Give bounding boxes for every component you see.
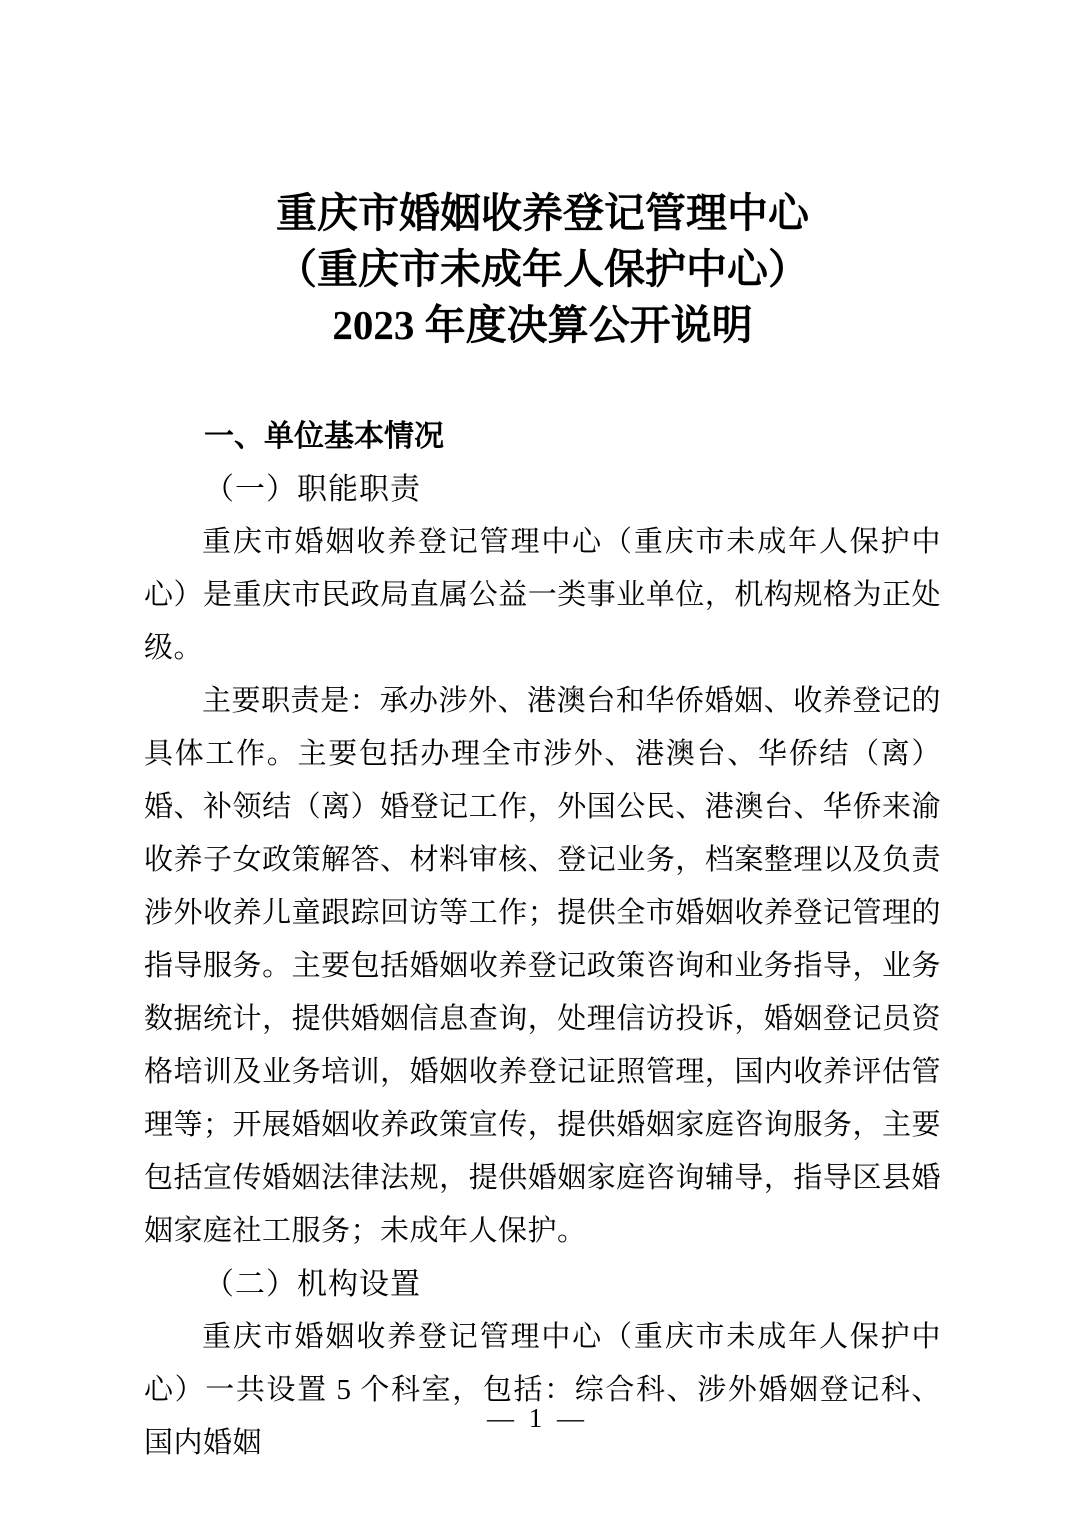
paragraph-unit-overview: 重庆市婚姻收养登记管理中心（重庆市未成年人保护中心）是重庆市民政局直属公益一类事业单位，机构规格为正处级。 xyxy=(144,526,941,664)
paragraph-org-structure: 重庆市婚姻收养登记管理中心（重庆市未成年人保护中心）一共设置 5 个科室，包括：综合科、涉外婚姻登记科、国内婚姻 xyxy=(144,1321,941,1459)
subsection-heading-org-structure: （二）机构设置 xyxy=(204,1268,421,1301)
subsection-heading-duties: （一）职能职责 xyxy=(204,473,421,506)
document-content xyxy=(144,0,941,1470)
document-title xyxy=(144,185,941,353)
title-line-1: 重庆市婚姻收养登记管理中心 xyxy=(276,190,809,236)
title-line-3: 2023 年度决算公开说明 xyxy=(332,302,753,348)
title-line-2: （重庆市未成年人保护中心） xyxy=(276,246,809,292)
section-heading-basic-info: 一、单位基本情况 xyxy=(204,420,444,453)
page-number: — 1 — xyxy=(487,1403,588,1433)
paragraph-main-duties: 主要职责是：承办涉外、港澳台和华侨婚姻、收养登记的具体工作。主要包括办理全市涉外、港澳台、华侨结（离）婚、补领结（离）婚登记工作，外国公民、港澳台、华侨来渝收养子女政策解答、材料审核、登记业务，档案整理以及负责涉外收养儿童跟踪回访等工作；提供全市婚姻收养登记管理的指导服务。主要包括婚姻收养登记政策咨询和业务指导，业务数据统计，提供婚姻信息查询，处理信访投诉，婚姻登记员资格培训及业务培训，婚姻收养登记证照管理，国内收养评估管理等；开展婚姻收养政策宣传，提供婚姻家庭咨询服务，主要包括宣传婚姻法律法规，提供婚姻家庭咨询辅导，指导区县婚姻家庭社工服务；未成年人保护。 xyxy=(144,685,941,1247)
